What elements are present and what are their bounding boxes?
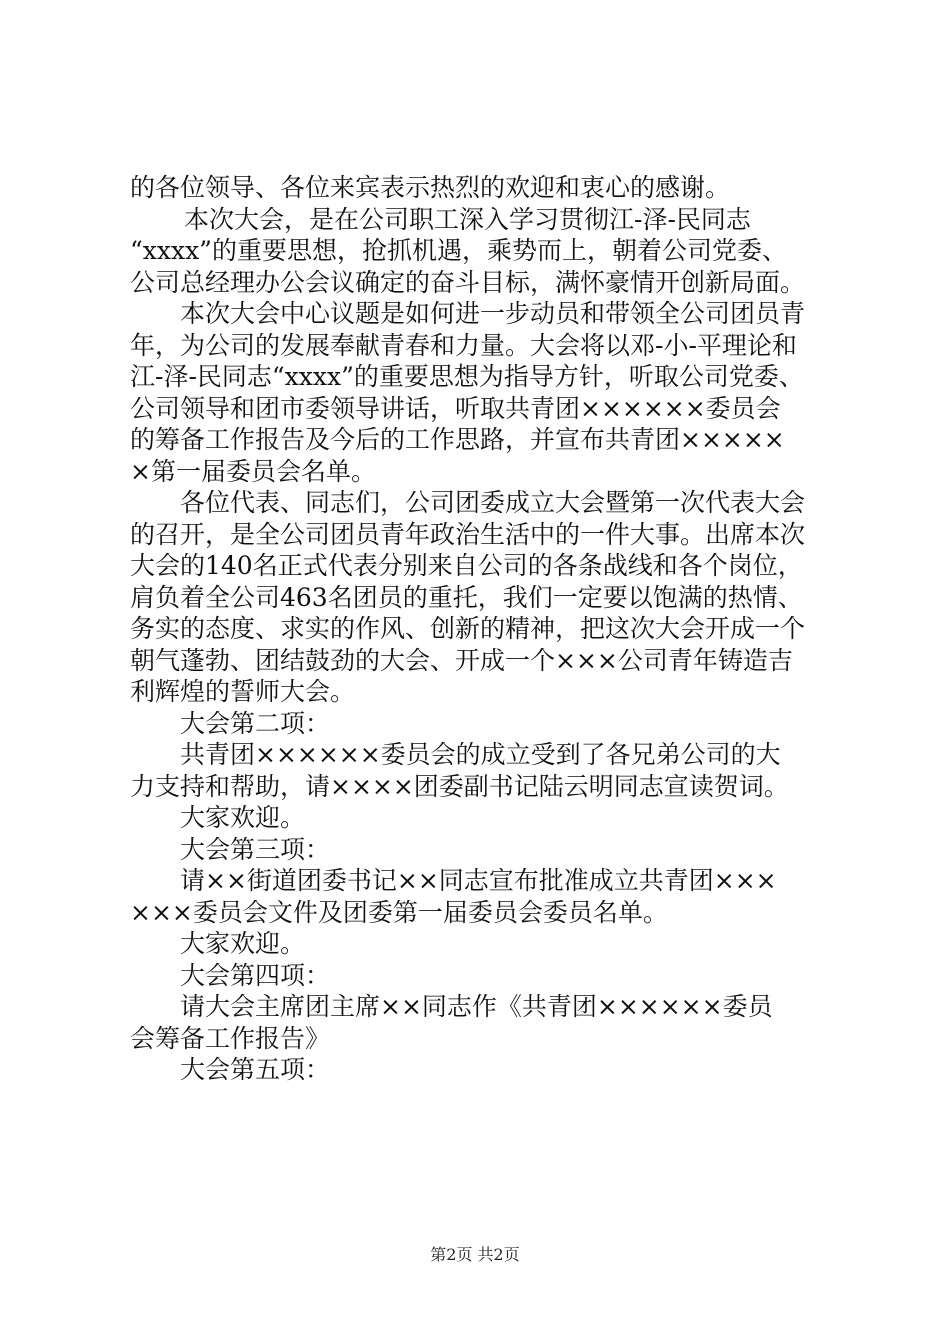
text-line: 大会的140名正式代表分别来自公司的各条战线和各个岗位， xyxy=(130,551,803,580)
text-line: 的筹备工作报告及今后的工作思路，并宣布共青团××××× xyxy=(130,425,785,454)
text-line: 年，为公司的发展奉献青春和力量。大会将以邓-小-平理论和 xyxy=(130,330,797,360)
section-heading: 大会第四项： xyxy=(180,960,331,990)
page-number-footer: 第2页 共2页 xyxy=(430,1245,520,1264)
text-line: 利辉煌的誓师大会。 xyxy=(130,677,356,706)
document-body xyxy=(130,172,830,1086)
text-line: 的召开，是全公司团员青年政治生活中的一件大事。出席本次 xyxy=(130,519,806,549)
text-line: 各位代表、同志们，公司团委成立大会暨第一次代表大会 xyxy=(180,488,806,517)
text-line: 请××街道团委书记××同志宣布批准成立共青团××× xyxy=(180,866,777,895)
text-line: 大家欢迎。 xyxy=(180,929,306,958)
text-line: 请大会主席团主席××同志作《共青团××××××委员 xyxy=(180,992,773,1021)
text-line: “xxxx”的重要思想，抢抓机遇，乘势而上，朝着公司党委、 xyxy=(130,236,787,265)
text-line: 本次大会，是在公司职工深入学习贯彻江-泽-民同志 xyxy=(184,204,751,234)
text-line: 务实的态度、求实的作风、创新的精神，把这次大会开成一个 xyxy=(130,614,806,643)
text-line: 的各位领导、各位来宾表示热烈的欢迎和衷心的感谢。 xyxy=(130,173,731,202)
section-heading: 大会第三项： xyxy=(180,834,331,864)
text-line: 公司总经理办公会议确定的奋斗目标，满怀豪情开创新局面。 xyxy=(130,267,806,297)
section-heading: 大会第二项： xyxy=(180,708,331,738)
text-line: ×第一届委员会名单。 xyxy=(130,456,376,486)
text-line: 共青团××××××委员会的成立受到了各兄弟公司的大 xyxy=(180,740,781,769)
text-line: 江-泽-民同志“xxxx”的重要思想为指导方针，听取公司党委、 xyxy=(130,362,804,391)
text-line: 力支持和帮助，请××××团委副书记陆云明同志宣读贺词。 xyxy=(130,771,789,801)
text-line: 肩负着全公司463名团员的重托，我们一定要以饱满的热情、 xyxy=(130,582,803,612)
text-line: 朝气蓬勃、团结鼓劲的大会、开成一个×××公司青年铸造吉 xyxy=(130,645,793,675)
section-heading: 大会第五项： xyxy=(180,1055,331,1084)
text-line: 会筹备工作报告》 xyxy=(130,1023,331,1053)
text-line: 本次大会中心议题是如何进一步动员和带领全公司团员青 xyxy=(180,299,806,328)
text-line: 公司领导和团市委领导讲话，听取共青团××××××委员会 xyxy=(130,393,781,423)
text-line: 大家欢迎。 xyxy=(180,803,306,832)
text-line: ×××委员会文件及团委第一届委员会委员名单。 xyxy=(130,897,668,927)
